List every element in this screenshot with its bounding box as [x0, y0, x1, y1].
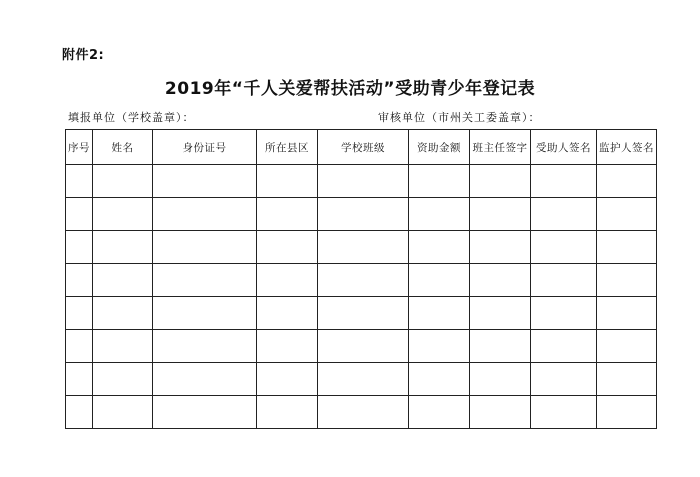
document-title: 2019年“千人关爱帮扶活动”受助青少年登记表	[164, 79, 536, 99]
table-cell	[409, 363, 470, 396]
table-cell	[153, 396, 257, 429]
table-cell	[318, 330, 409, 363]
table-row	[66, 264, 657, 297]
table-cell	[597, 198, 657, 231]
table-cell	[66, 264, 93, 297]
table-cell	[153, 198, 257, 231]
table-cell	[257, 363, 318, 396]
table-cell	[93, 363, 153, 396]
table-cell	[257, 198, 318, 231]
table-cell	[531, 264, 597, 297]
table-cell	[409, 198, 470, 231]
table-cell	[257, 264, 318, 297]
table-cell	[318, 396, 409, 429]
table-cell	[470, 165, 531, 198]
table-cell	[93, 165, 153, 198]
table-cell	[597, 330, 657, 363]
table-cell	[66, 198, 93, 231]
table-cell	[597, 264, 657, 297]
table-cell	[470, 198, 531, 231]
table-row	[66, 165, 657, 198]
header-recipient-signature: 受助人签名	[531, 130, 597, 165]
table-header-row	[66, 130, 657, 165]
table-cell	[93, 297, 153, 330]
table-cell	[409, 396, 470, 429]
table-cell	[66, 330, 93, 363]
table-cell	[409, 165, 470, 198]
registration-table	[65, 129, 657, 429]
table-cell	[597, 396, 657, 429]
table-cell	[531, 198, 597, 231]
table-cell	[409, 330, 470, 363]
table-cell	[93, 231, 153, 264]
fill-unit-label: 填报单位（学校盖章）：	[68, 111, 195, 124]
table-cell	[318, 231, 409, 264]
header-county: 所在县区	[257, 130, 318, 165]
table-cell	[66, 297, 93, 330]
header-guardian-signature: 监护人签名	[597, 130, 657, 165]
table-cell	[597, 165, 657, 198]
table-cell	[257, 330, 318, 363]
table-cell	[409, 264, 470, 297]
table-cell	[531, 363, 597, 396]
table-cell	[93, 330, 153, 363]
table-cell	[257, 165, 318, 198]
table-cell	[409, 231, 470, 264]
table-cell	[470, 363, 531, 396]
table-cell	[597, 297, 657, 330]
table-cell	[153, 330, 257, 363]
header-teacher-signature: 班主任签字	[470, 130, 531, 165]
table-row	[66, 231, 657, 264]
table-cell	[597, 363, 657, 396]
table-cell	[153, 264, 257, 297]
table-cell	[318, 198, 409, 231]
table-cell	[470, 231, 531, 264]
table-cell	[531, 165, 597, 198]
table-cell	[531, 330, 597, 363]
review-unit-label: 审核单位（市州关工委盖章）：	[378, 111, 541, 124]
table-cell	[318, 363, 409, 396]
table-cell	[597, 231, 657, 264]
table-row	[66, 330, 657, 363]
table-cell	[153, 363, 257, 396]
table-cell	[318, 165, 409, 198]
table-cell	[93, 264, 153, 297]
header-aid-amount: 资助金额	[409, 130, 470, 165]
table-row	[66, 396, 657, 429]
table-cell	[470, 264, 531, 297]
table-cell	[153, 297, 257, 330]
table-cell	[66, 363, 93, 396]
table-cell	[470, 330, 531, 363]
table-cell	[531, 297, 597, 330]
table-cell	[257, 231, 318, 264]
table-cell	[93, 396, 153, 429]
table-cell	[531, 396, 597, 429]
table-cell	[470, 396, 531, 429]
table-cell	[153, 165, 257, 198]
table-row	[66, 297, 657, 330]
header-id-number: 身份证号	[153, 130, 257, 165]
table-cell	[318, 297, 409, 330]
table-cell	[66, 396, 93, 429]
table-cell	[409, 297, 470, 330]
table-cell	[470, 297, 531, 330]
table-cell	[66, 165, 93, 198]
header-school-class: 学校班级	[318, 130, 409, 165]
table-cell	[257, 396, 318, 429]
header-name: 姓名	[93, 130, 153, 165]
table-row	[66, 198, 657, 231]
table-row	[66, 363, 657, 396]
table-cell	[153, 231, 257, 264]
table-cell	[93, 198, 153, 231]
header-serial-number: 序号	[66, 130, 93, 165]
attachment-label: 附件2:	[62, 48, 105, 63]
table-cell	[531, 231, 597, 264]
table-cell	[318, 264, 409, 297]
table-cell	[257, 297, 318, 330]
table-cell	[66, 231, 93, 264]
